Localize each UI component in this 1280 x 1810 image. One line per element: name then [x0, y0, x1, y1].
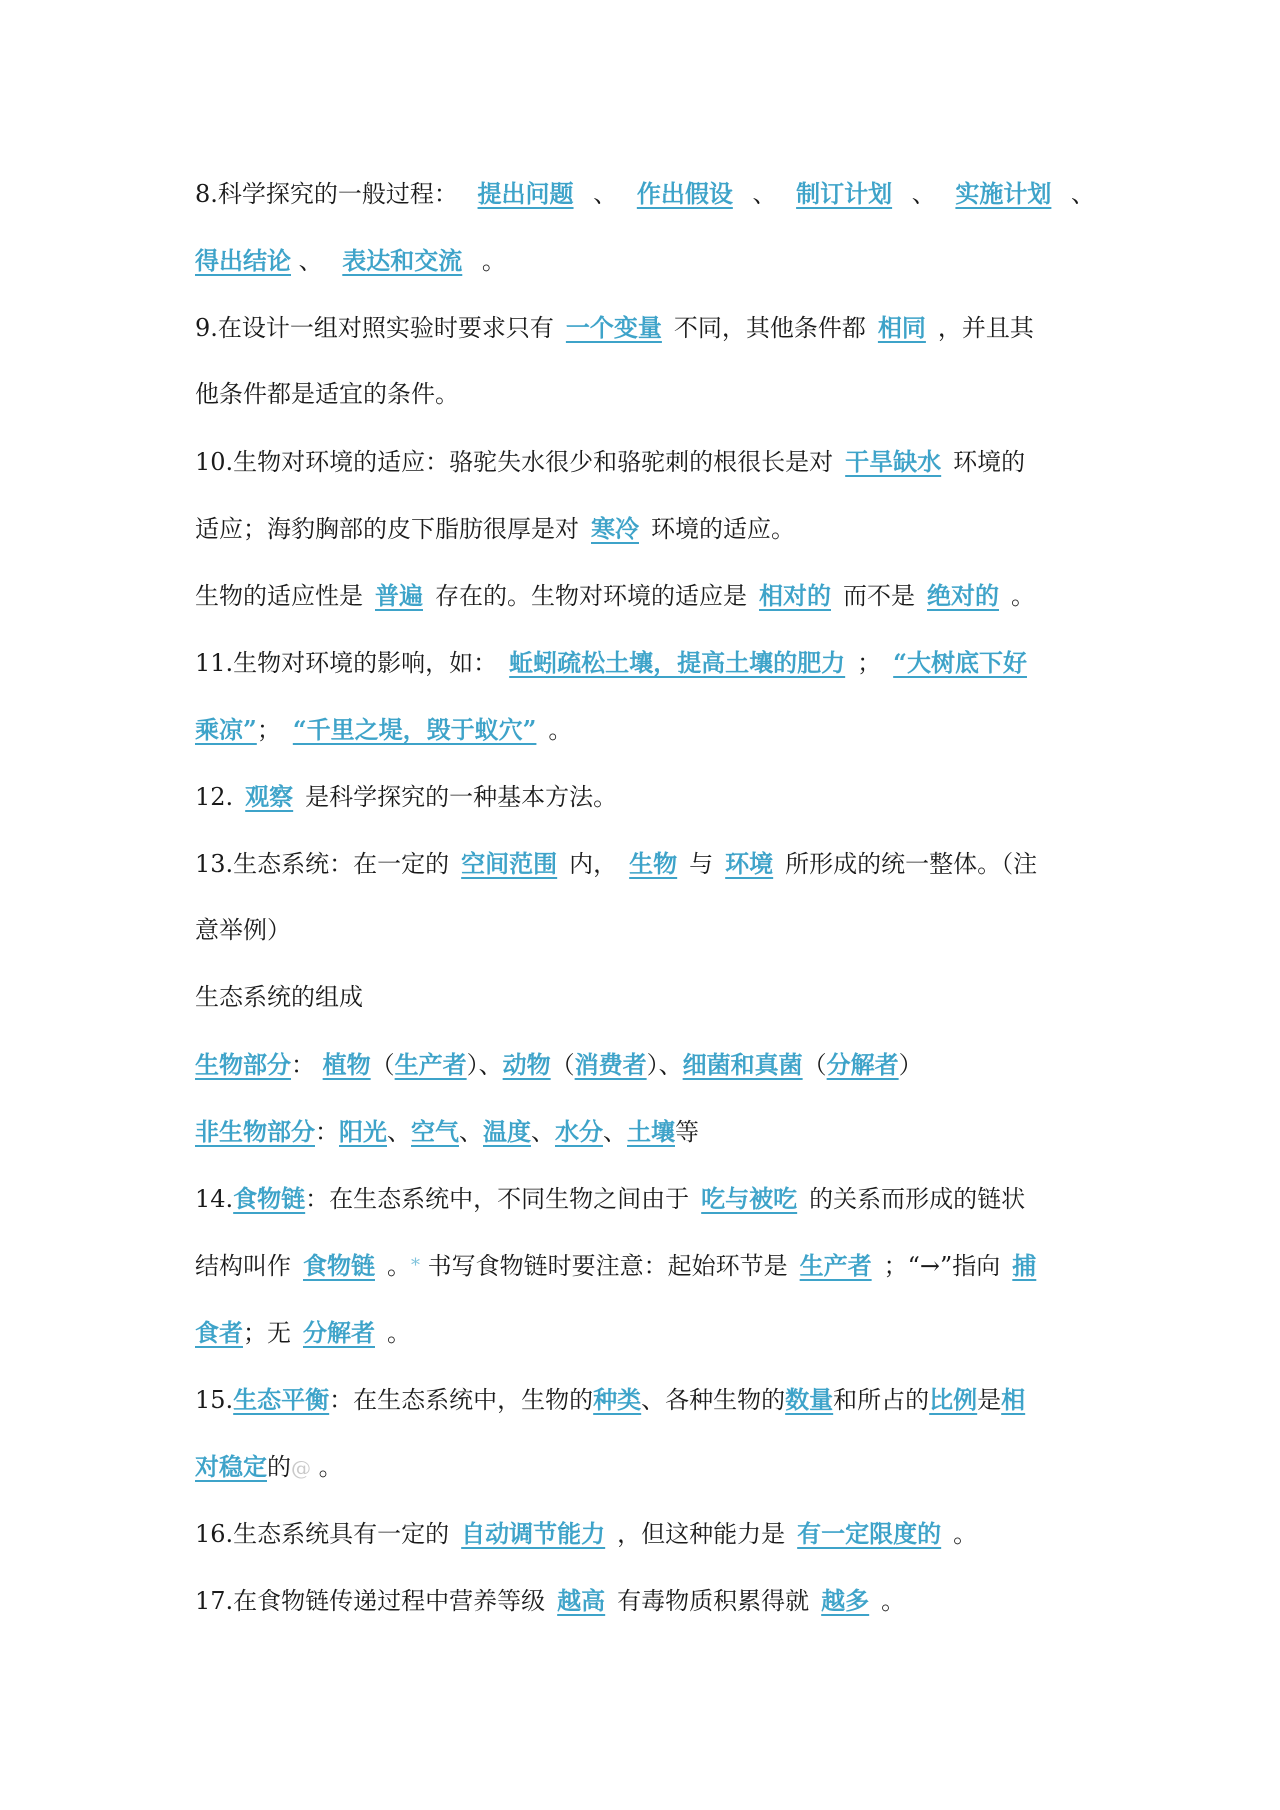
- q13-line-1: [195, 830, 1100, 897]
- q10-answer-2: 寒冷: [591, 514, 639, 543]
- q13-line-2: [195, 897, 1100, 964]
- q8-line-1: [195, 160, 1100, 227]
- q10-text: 而不是: [843, 582, 915, 610]
- q14-answer-4: 捕: [1012, 1251, 1037, 1280]
- q15-text: ：在生态系统中，生物的: [329, 1386, 594, 1414]
- q9-text: 不同，其他条件都: [673, 314, 866, 342]
- q13-answer-2: 生物: [629, 849, 678, 878]
- q13-text: 内，: [569, 850, 618, 878]
- soil: 土壤: [627, 1117, 675, 1146]
- biotic-line: [195, 1031, 1100, 1098]
- q8-line-2: [195, 227, 1100, 294]
- separator: 、: [298, 247, 323, 275]
- q15-text: 的: [267, 1453, 291, 1481]
- q8-prompt: 8.科学探究的一般过程：: [195, 180, 458, 208]
- worksheet: [195, 160, 1100, 1634]
- q8-answer-5: 得出结论: [195, 246, 291, 275]
- q13-text: 13.生态系统：在一定的: [195, 850, 450, 878]
- abiotic-line: [195, 1098, 1100, 1165]
- q11-line-2: [195, 696, 1100, 763]
- q15-number: 15.: [195, 1386, 234, 1414]
- q9-answer-2: 相同: [877, 313, 926, 342]
- q10-line-3: [195, 562, 1100, 629]
- q12-answer: 观察: [245, 782, 294, 811]
- q14-answer-2: 食物链: [303, 1251, 375, 1280]
- q16-text: ，但这种能力是: [617, 1520, 786, 1548]
- ecosystem-composition-heading: 生态系统的组成: [195, 983, 363, 1011]
- q15-text: 和所占的: [833, 1386, 930, 1414]
- q17-answer-1: 越高: [557, 1586, 606, 1615]
- q14-text: ；无: [243, 1319, 291, 1347]
- semicolon: ；: [857, 649, 882, 677]
- paren: ）: [466, 1051, 479, 1079]
- q15-answer-3: 比例: [929, 1385, 978, 1414]
- separator: 、: [531, 1118, 555, 1146]
- abiotic-label: 非生物部分: [195, 1117, 315, 1146]
- q13-text: 与: [689, 850, 714, 878]
- q8-answer-4: 实施计划: [955, 179, 1052, 208]
- paren: ）: [646, 1051, 659, 1079]
- period: 。: [881, 1587, 906, 1615]
- colon: ：: [291, 1051, 315, 1079]
- period: 。: [1011, 582, 1035, 610]
- watermark-at-icon: @: [291, 1456, 311, 1480]
- paren: （: [802, 1051, 827, 1079]
- q9-text: 9.在设计一组对照实验时要求只有: [195, 314, 554, 342]
- q14-answer-4-cont: 食者: [195, 1318, 243, 1347]
- q16-answer-1: 自动调节能力: [461, 1519, 606, 1548]
- q9-line-2: [195, 361, 1100, 428]
- q11-answer-2-cont: 乘凉”: [195, 715, 257, 744]
- q14-line-1: [195, 1165, 1100, 1232]
- period: 。: [481, 247, 506, 275]
- etc: 等: [675, 1118, 699, 1146]
- q10-answer-1: 干旱缺水: [845, 447, 942, 476]
- q12-text: 是科学探究的一种基本方法。: [305, 783, 618, 811]
- q14-text: 结构叫作: [195, 1252, 291, 1280]
- q14-text: 书写食物链时要注意：起始环节是: [427, 1252, 788, 1280]
- q8-answer-1: 提出问题: [477, 179, 574, 208]
- q14-number: 14.: [195, 1185, 234, 1213]
- q15-line-1: [195, 1366, 1100, 1433]
- q10-text: 环境的: [953, 448, 1026, 476]
- q15-text: 是: [977, 1386, 1002, 1414]
- q10-text: 生物的适应性是: [195, 582, 363, 610]
- q14-term: 食物链: [233, 1184, 306, 1213]
- separator: 、: [387, 1118, 411, 1146]
- q15-text: 、各种生物的: [641, 1386, 786, 1414]
- q17-answer-2: 越多: [821, 1586, 870, 1615]
- separator: 、: [459, 1118, 483, 1146]
- q17-line: [195, 1567, 1100, 1634]
- bacteria-fungi: 细菌和真菌: [682, 1050, 803, 1079]
- q9-text: 他条件都是适宜的条件。: [195, 380, 459, 408]
- star-icon: *: [411, 1255, 420, 1276]
- q10-answer-4: 相对的: [759, 581, 831, 610]
- q14-answer-1: 吃与被吃: [701, 1184, 798, 1213]
- q15-line-2: [195, 1433, 1100, 1500]
- q15-answer-4-cont: 对稳定: [195, 1452, 267, 1481]
- paren: ）: [898, 1051, 923, 1079]
- separator: 、: [1071, 180, 1096, 208]
- air: 空气: [411, 1117, 459, 1146]
- q14-text: 。: [387, 1252, 411, 1280]
- semicolon: ；: [256, 716, 281, 744]
- paren: （: [370, 1051, 395, 1079]
- colon: ：: [315, 1118, 339, 1146]
- q14-answer-5: 分解者: [303, 1318, 375, 1347]
- plants: 植物: [322, 1050, 371, 1079]
- q10-text: 存在的。生物对环境的适应是: [435, 582, 747, 610]
- separator: 、: [752, 180, 777, 208]
- producer: 生产者: [394, 1050, 467, 1079]
- water: 水分: [555, 1117, 603, 1146]
- animals: 动物: [502, 1050, 551, 1079]
- separator: 、: [478, 1051, 503, 1079]
- separator: 、: [911, 180, 936, 208]
- q11-text: 11.生物对环境的影响，如：: [195, 649, 498, 677]
- q13-text: 所形成的统一整体。（注: [785, 850, 1038, 878]
- q15-answer-2: 数量: [785, 1385, 834, 1414]
- temperature: 温度: [483, 1117, 531, 1146]
- q11-line-1: [195, 629, 1100, 696]
- biotic-label: 生物部分: [195, 1050, 291, 1079]
- q16-text: 16.生态系统具有一定的: [195, 1520, 450, 1548]
- q14-text: ：在生态系统中，不同生物之间由于: [305, 1185, 690, 1213]
- q10-answer-3: 普遍: [375, 581, 423, 610]
- q11-answer-2: “大树底下好: [893, 648, 1027, 677]
- period: 。: [318, 1453, 343, 1481]
- q13-answer-3: 环境: [725, 849, 774, 878]
- q11-answer-1: 蚯蚓疏松土壤，提高土壤的肥力: [509, 648, 846, 677]
- q10-line-2: [195, 495, 1100, 562]
- decomposer: 分解者: [826, 1050, 899, 1079]
- q16-line: [195, 1500, 1100, 1567]
- q8-answer-3: 制订计划: [796, 179, 893, 208]
- q10-answer-5: 绝对的: [927, 581, 999, 610]
- q17-text: 17.在食物链传递过程中营养等级: [195, 1587, 546, 1615]
- q14-text: ；“→”指向: [883, 1252, 1001, 1280]
- q14-line-2: [195, 1232, 1100, 1299]
- q10-text: 适应；海豹胸部的皮下脂肪很厚是对: [195, 515, 579, 543]
- q13-text: 意举例）: [195, 916, 291, 944]
- q10-text: 环境的适应。: [651, 515, 795, 543]
- q13-answer-1: 空间范围: [461, 849, 558, 878]
- q17-text: 有毒物质积累得就: [617, 1587, 810, 1615]
- q15-answer-1: 种类: [593, 1385, 642, 1414]
- q10-line-1: [195, 428, 1100, 495]
- period: 。: [953, 1520, 978, 1548]
- q15-term: 生态平衡: [233, 1385, 330, 1414]
- q11-answer-3: “千里之堤，毁于蚁穴”: [292, 715, 537, 744]
- q12-number: 12.: [195, 783, 234, 811]
- ecosystem-heading: [195, 964, 1100, 1031]
- q15-answer-4: 相: [1001, 1385, 1026, 1414]
- q10-text: 10.生物对环境的适应：骆驼失水很少和骆驼刺的根很长是对: [195, 448, 834, 476]
- q14-line-3: [195, 1299, 1100, 1366]
- separator: 、: [603, 1118, 627, 1146]
- q8-answer-6: 表达和交流: [342, 246, 463, 275]
- separator: 、: [658, 1051, 683, 1079]
- period: 。: [548, 716, 573, 744]
- separator: 、: [593, 180, 618, 208]
- period: 。: [387, 1319, 411, 1347]
- q8-answer-2: 作出假设: [636, 179, 733, 208]
- q9-answer-1: 一个变量: [565, 313, 662, 342]
- q9-line-1: [195, 294, 1100, 361]
- q12-line: [195, 763, 1100, 830]
- q14-answer-3: 生产者: [799, 1251, 872, 1280]
- q14-text: 的关系而形成的链状: [809, 1185, 1026, 1213]
- sunlight: 阳光: [339, 1117, 387, 1146]
- q16-answer-2: 有一定限度的: [797, 1519, 942, 1548]
- consumer: 消费者: [574, 1050, 647, 1079]
- paren: （: [550, 1051, 575, 1079]
- q9-text: ，并且其: [937, 314, 1034, 342]
